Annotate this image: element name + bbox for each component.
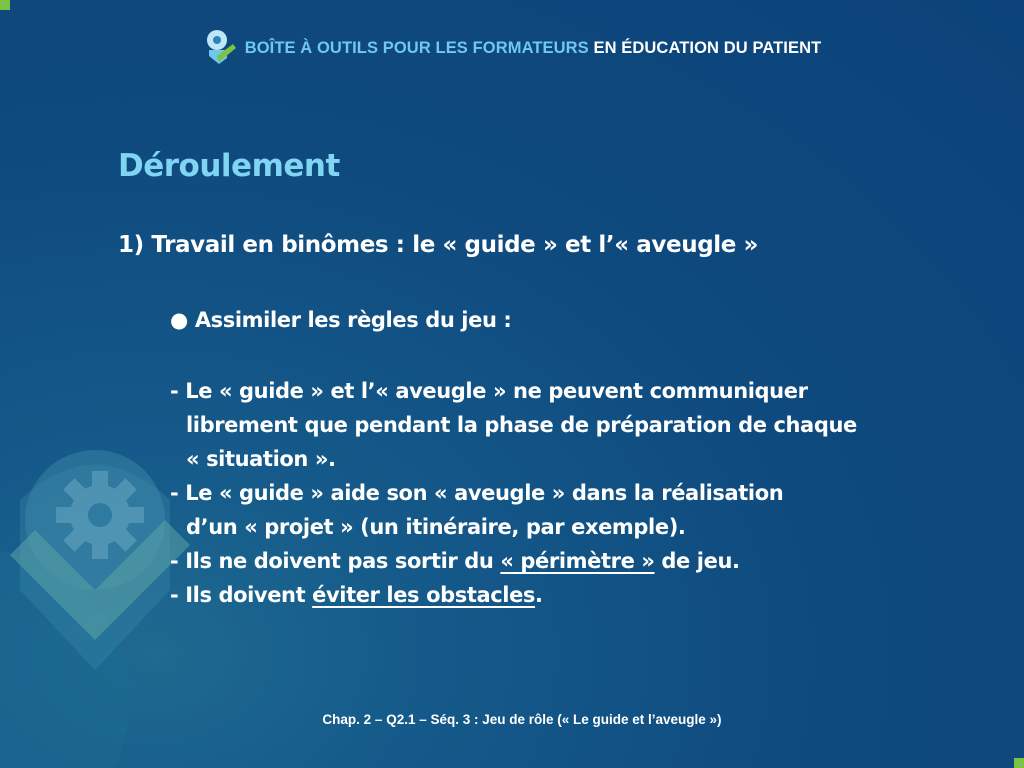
slide-subtitle: 1) Travail en binômes : le « guide » et l’« aveugle »: [118, 232, 759, 258]
rule-line-6-start: - Ils ne doivent pas sortir du: [170, 549, 501, 573]
slide-title: Déroulement: [118, 148, 340, 184]
rule-line-6-underlined: « périmètre »: [500, 549, 655, 573]
rule-line-5: d’un « projet » (un itinéraire, par exemple).: [186, 515, 686, 539]
bullet-heading: ● Assimiler les règles du jeu :: [170, 308, 512, 332]
rule-line-6-end: de jeu.: [654, 549, 740, 573]
corner-accent-top-left: [0, 0, 10, 10]
header-brand: [0, 28, 1024, 68]
rule-line-4: - Le « guide » aide son « aveugle » dans la réalisation: [170, 481, 784, 505]
rule-line-3: « situation ».: [186, 447, 336, 471]
slide-footer: Chap. 2 – Q2.1 – Séq. 3 : Jeu de rôle (« Le guide et l’aveugle »): [322, 712, 722, 727]
rule-line-1: - Le « guide » et l’« aveugle » ne peuvent communiquer: [170, 379, 808, 403]
rule-line-7-end: .: [535, 583, 543, 607]
rules-list: [170, 374, 990, 612]
rule-line-2: librement que pendant la phase de préparation de chaque: [186, 413, 857, 437]
rule-line-7-underlined: éviter les obstacles: [312, 583, 536, 607]
brand-text-part1: BOÎTE À OUTILS POUR LES FORMATEURS: [244, 38, 589, 57]
rule-line-6: [170, 544, 990, 578]
corner-accent-bottom-right: [1014, 758, 1024, 768]
rule-line-7-start: - Ils doivent: [170, 583, 313, 607]
rule-line-7: [170, 578, 990, 612]
brand-text-part2: EN ÉDUCATION DU PATIENT: [593, 38, 822, 57]
brand-logo-icon: [203, 28, 239, 68]
